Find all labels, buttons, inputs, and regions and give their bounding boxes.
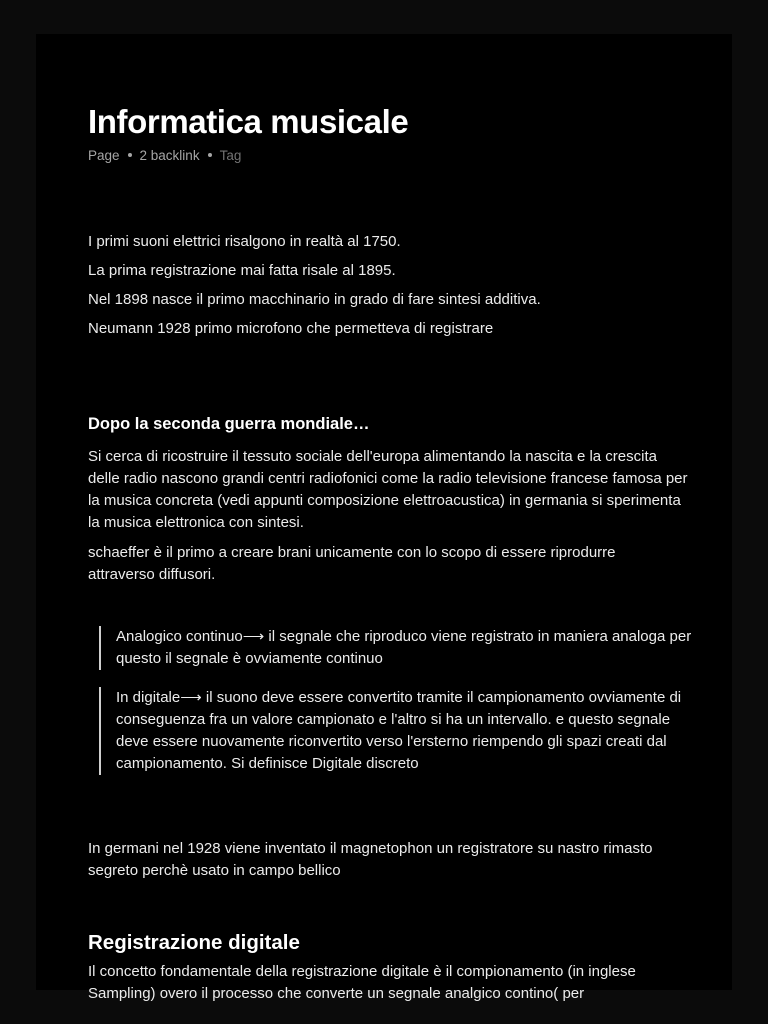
tag-link[interactable]: Tag [219,148,242,163]
backlinks-link[interactable]: 2 backlink [139,148,200,163]
digital-recording-paragraph: Il concetto fondamentale della registrazione digitale è il compionamento (in inglese Sampling) overo il processo che converte un segnale analgico contino( per [88,963,636,1002]
magnetophon-paragraph: In germani nel 1928 viene inventato il magnetophon un registratore su nastro rimasto segreto perchè usato in campo bellico [88,840,653,879]
page-meta [88,148,241,163]
intro-paragraph-1: I primi suoni elettrici risalgono in realtà al 1750. [88,233,401,250]
blockquote-analog: Analogico continuo⟶ il segnale che riproduco viene registrato in maniera analoga per questo il segnale è ovviamente continuo [99,626,696,670]
separator-dot [208,153,212,157]
page-type-label: Page [88,148,120,163]
section-heading-digital-recording: Registrazione digitale [88,931,300,954]
postwar-paragraph-2: schaeffer è il primo a creare brani unicamente con lo scopo di essere riprodurre attraverso diffusori. [88,544,616,583]
page-title: Informatica musicale [88,103,409,140]
note-page [36,34,732,1002]
intro-paragraph-3: Nel 1898 nasce il primo macchinario in grado di fare sintesi additiva. [88,291,541,308]
blockquote-digital: In digitale⟶ il suono deve essere convertito tramite il campionamento ovviamente di conseguenza fra un valore campionato e l'altro si ha un intervallo. e questo segnale deve essere nuovamente riconvertito verso l'ersterno riempendo gli spazi creati dal campionamento. Si definisce Digitale discreto [99,687,696,775]
intro-paragraph-4: Neumann 1928 primo microfono che permetteva di registrare [88,320,494,337]
separator-dot [128,153,132,157]
section-heading-postwar: Dopo la seconda guerra mondiale… [88,415,370,433]
postwar-paragraph-1: Si cerca di ricostruire il tessuto sociale dell'europa alimentando la nascita e la crescita delle radio nascono grandi centri radiofonici come la radio televisione francese famosa per la musica concreta (vedi appunti composizione elettroacustica) in germania si sperimenta la musica elettronica con sintesi. [88,448,688,531]
intro-paragraph-2: La prima registrazione mai fatta risale al 1895. [88,262,396,279]
